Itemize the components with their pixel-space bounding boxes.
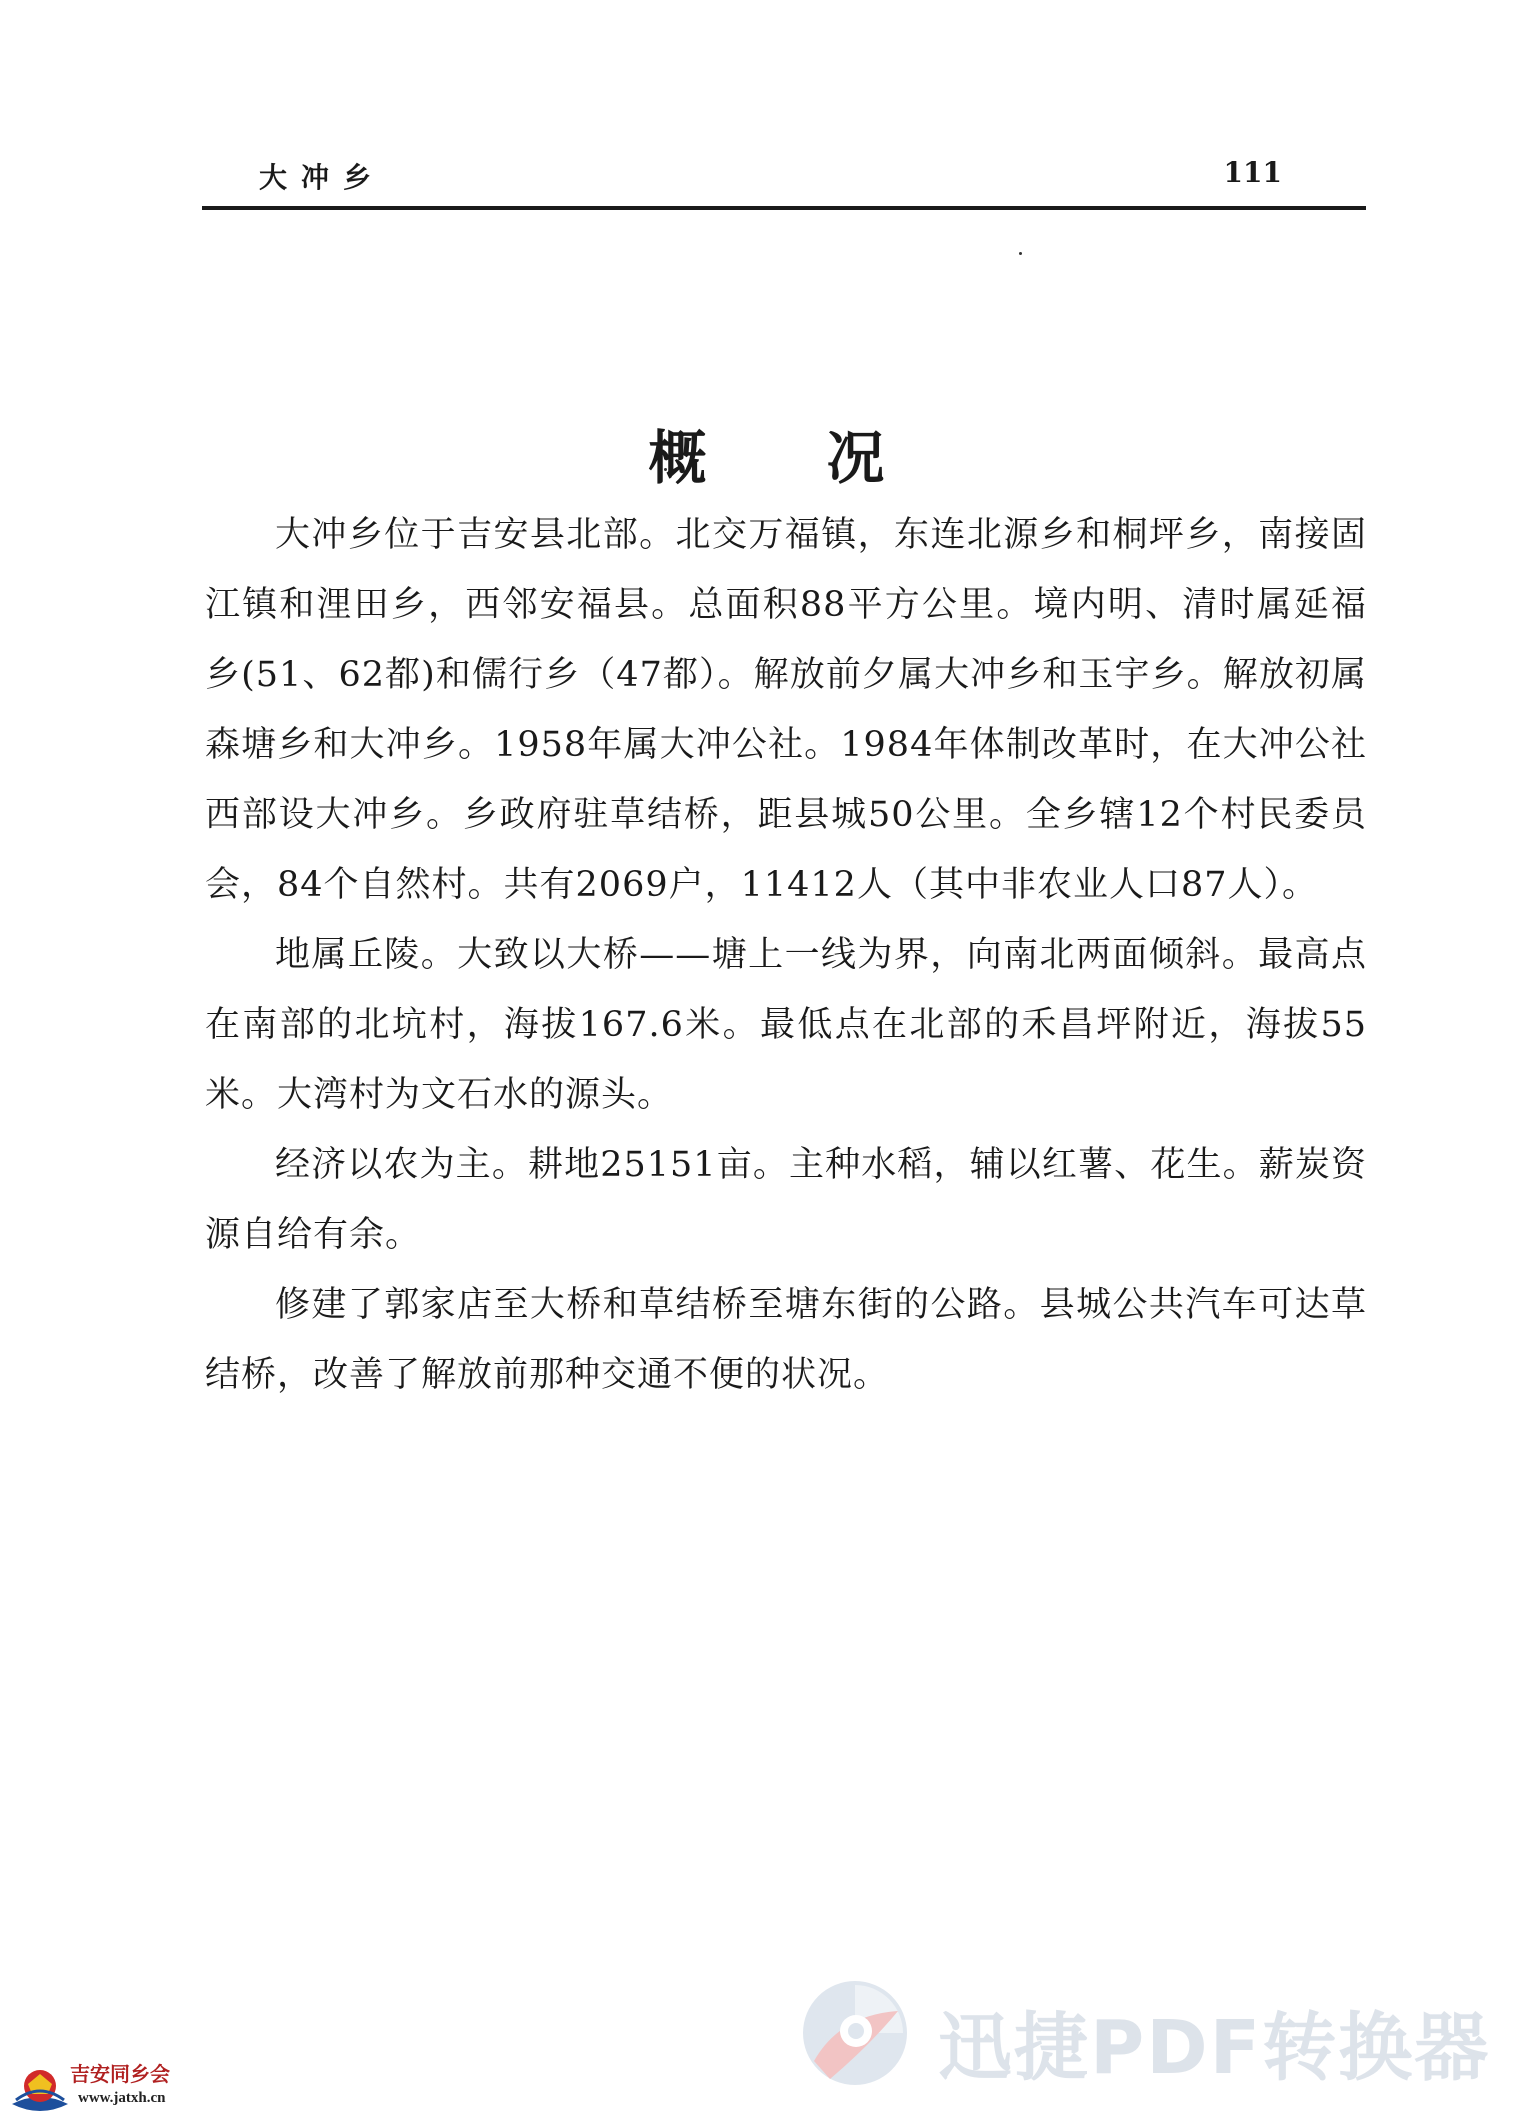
converter-watermark [790,1975,1510,2095]
scan-speck [1019,252,1022,255]
page-title: 概况 [648,423,1005,492]
site-name: 吉安同乡会 [70,2062,170,2086]
running-header [202,150,1366,210]
converter-logo-icon [790,1975,920,2095]
paragraph-economy: 经济以农为主。耕地25151亩。主种水稻，辅以红薯、花生。薪炭资源自给有余。 [205,1145,1367,1255]
paragraph-location: 大冲乡位于吉安县北部。北交万福镇，东连北源乡和桐坪乡，南接固江镇和浬田乡，西邻安福县。总面积88平方公里。境内明、清时属延福乡(51、62都)和儒行乡（47都）。解放前夕属大冲乡和玉宇乡。解放初属森塘乡和大冲乡。1958年属大冲公社。1984年体制改革时，在大冲公社西部设大冲乡。乡政府驻草结桥，距县城50公里。全乡辖12个村民委员会，84个自然村。共有2069户，11412人（其中非农业人口87人）。 [205,515,1367,905]
converter-watermark-text: 迅捷PDF转换器 [938,2005,1491,2091]
site-url[interactable]: www.jatxh.cn [78,2090,166,2106]
paragraph-terrain: 地属丘陵。大致以大桥——塘上一线为界，向南北两面倾斜。最高点在南部的北坑村，海拔167.6米。最低点在北部的禾昌坪附近，海拔55米。大湾村为文石水的源头。 [205,935,1367,1115]
paragraph-transport: 修建了郭家店至大桥和草结桥至塘东街的公路。县城公共汽车可达草结桥，改善了解放前那种交通不便的状况。 [205,1285,1367,1395]
section-name: 大冲乡 [259,161,386,194]
site-badge[interactable] [8,2058,178,2118]
page-number: 111 [1223,156,1282,189]
site-logo-icon [8,2060,72,2118]
body-text [205,500,1367,1410]
